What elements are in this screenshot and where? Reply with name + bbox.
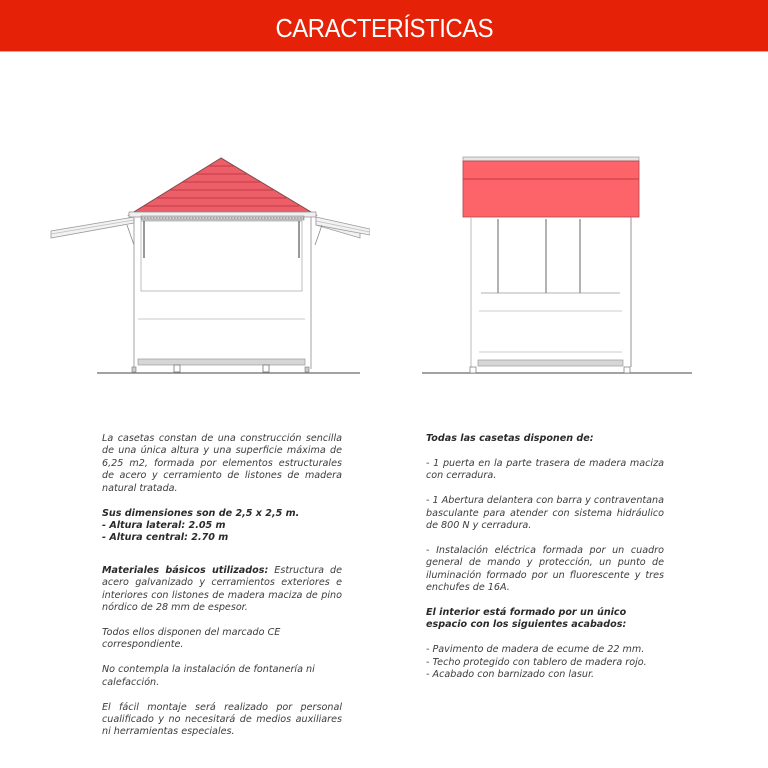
dimension-lateral-height: - Altura lateral: 2.05 m (102, 519, 226, 531)
left-description-column (102, 433, 342, 739)
finish-varnish: - Acabado con barnizado con lasur. (426, 669, 595, 681)
feature-electrical: - Instalación eléctrica formada por un cuadro general de mando y protección, un punto de iluminación formado por un fluorescente y tres enchufes de 16A. (426, 544, 664, 594)
features-heading: Todas las casetas disponen de: (426, 433, 594, 444)
feature-rear-door: - 1 puerta en la parte trasera de madera maciza con cerradura. (426, 457, 664, 482)
header-banner (0, 0, 768, 52)
materials-paragraph (102, 565, 342, 615)
page-title: CARACTERÍSTICAS (275, 13, 493, 43)
ce-marking-paragraph: Todos ellos disponen del marcado CE correspondiente. (102, 626, 281, 651)
feature-front-opening: - 1 Abertura delantera con barra y contraventana basculante para atender con sistema hidráulico de 800 N y cerradura. (426, 495, 664, 532)
intro-paragraph: La casetas constan de una construcción sencilla de una única altura y una superficie máxima de 6,25 m2, formada por elementos estructurales de acero y cerramiento de listones de madera natural tratada. (102, 433, 342, 494)
materials-text: Estructura de acero galvanizado y cerramientos exteriores e interiores con listones de madera maciza de pino nórdico de 28 mm de espesor. (102, 564, 342, 613)
no-plumbing-paragraph: No contempla la instalación de fontanería ni calefacción. (102, 664, 315, 688)
dimensions-heading: Sus dimensiones son de 2,5 x 2,5 m. (102, 507, 300, 519)
materials-label: Materiales básicos utilizados: (102, 564, 269, 576)
front-elevation-drawing (40, 145, 370, 385)
finish-ceiling: - Techo protegido con tablero de madera rojo. (426, 656, 647, 668)
side-elevation-drawing (410, 145, 710, 385)
right-features-column (426, 433, 664, 682)
finish-flooring: - Pavimento de madera de ecume de 22 mm. (426, 644, 645, 656)
assembly-paragraph: El fácil montaje será realizado por personal cualificado y no necesitará de medios auxiliares ni herramientas especiales. (102, 701, 342, 738)
interior-heading: El interior está formado por un único espacio con los siguientes acabados: (426, 607, 627, 631)
dimension-central-height: - Altura central: 2.70 m (102, 532, 229, 544)
